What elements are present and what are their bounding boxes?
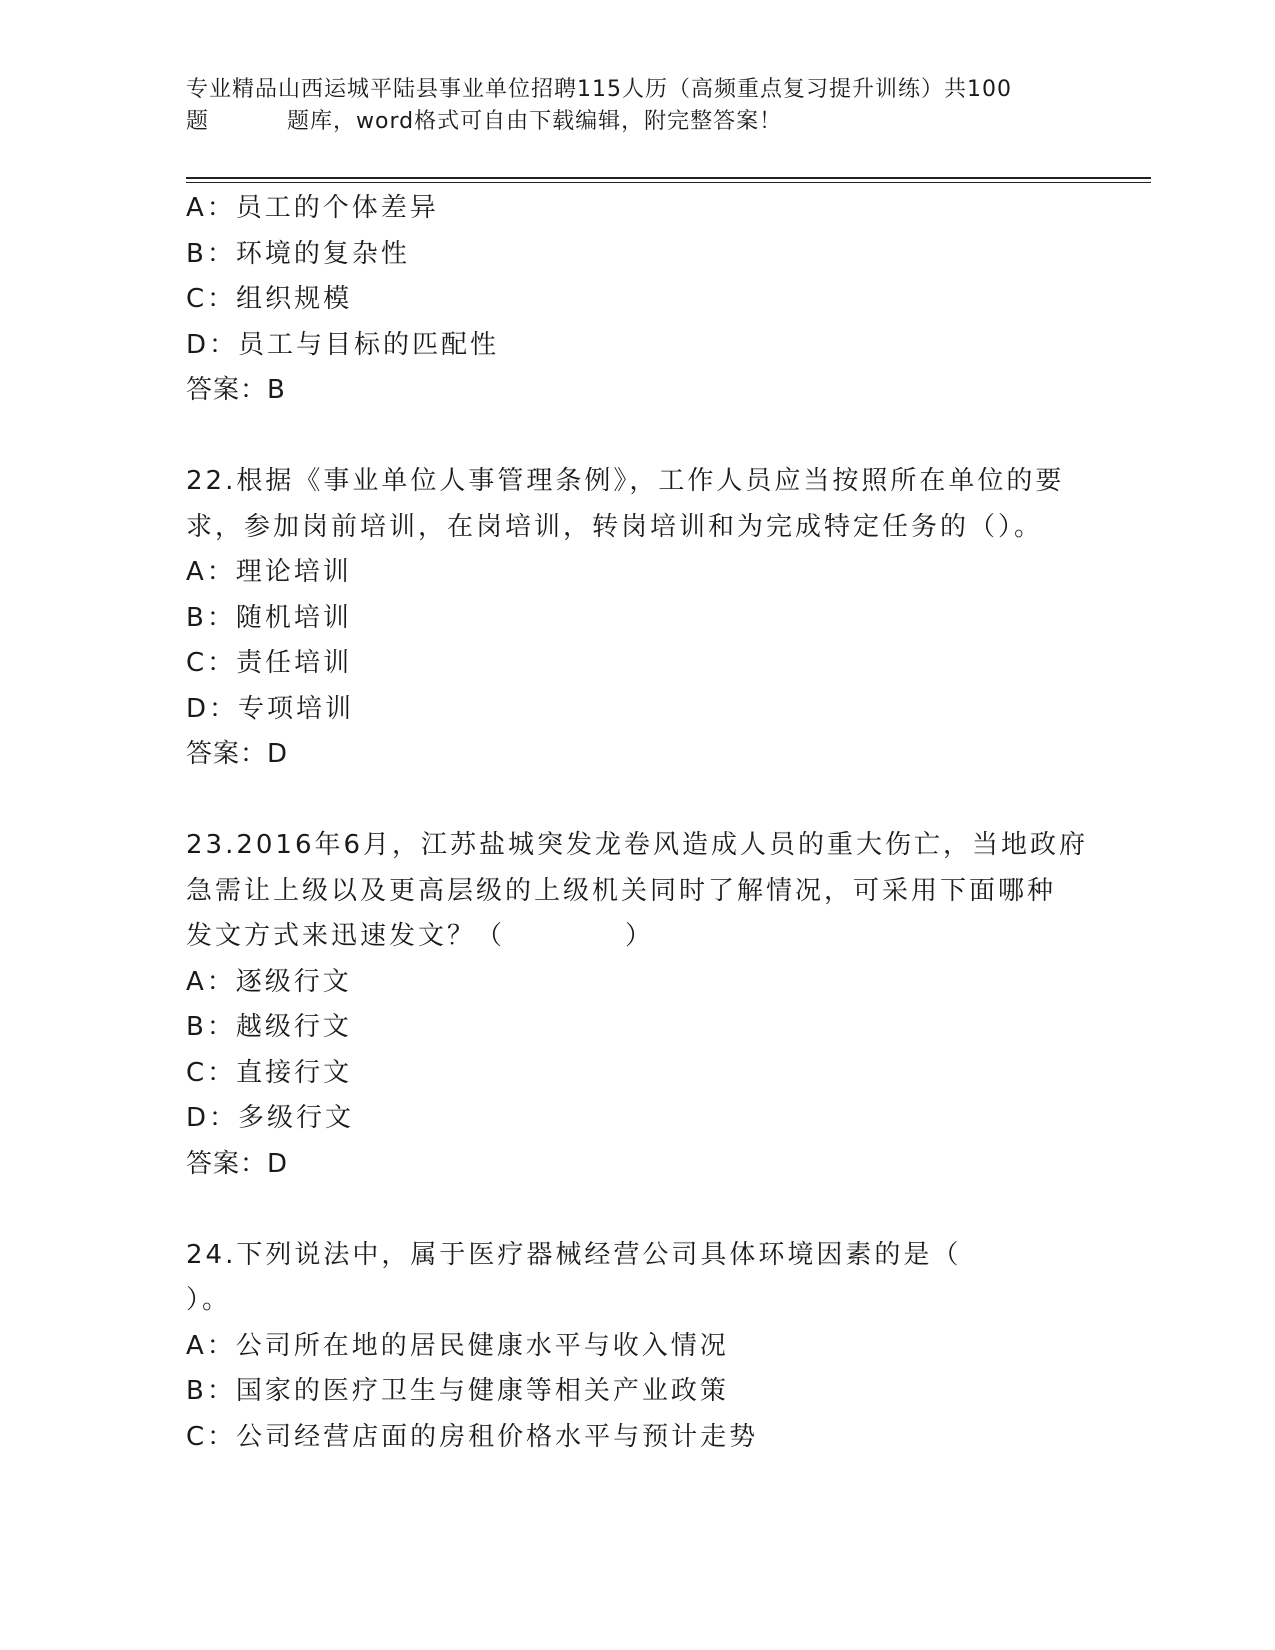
header-title-line-2	[186, 106, 1086, 138]
option-a: A：理论培训	[186, 557, 352, 587]
option-d: D：专项培训	[186, 693, 355, 724]
question-24	[186, 1233, 1086, 1461]
question-stem-line	[186, 914, 1086, 960]
answer-line: 答案：D	[186, 1148, 289, 1179]
option-a: A：逐级行文	[186, 966, 352, 997]
question-stem-line: 求，参加岗前培训，在岗培训，转岗培训和为完成特定任务的（）。	[186, 511, 1044, 542]
question-stem-line: ）。	[186, 1285, 232, 1315]
option-c: C：责任培训	[186, 648, 353, 678]
header-divider-thin	[186, 182, 1151, 183]
option-d: D：多级行文	[186, 1103, 355, 1133]
question-stem-text: 发文方式来迅速发文？（	[186, 921, 506, 951]
header-title-line-2-start: 题	[186, 109, 210, 134]
option-c: C：公司经营店面的房租价格水平与预计走势	[186, 1421, 759, 1452]
option-a: A：公司所在地的居民健康水平与收入情况	[186, 1330, 729, 1361]
option-b: B：国家的医疗卫生与健康等相关产业政策	[186, 1376, 729, 1406]
option-b: B：越级行文	[186, 1012, 352, 1042]
answer-line: 答案：D	[186, 739, 289, 769]
option-d: D：员工与目标的匹配性	[186, 329, 500, 360]
question-stem-line: 急需让上级以及更高层级的上级机关同时了解情况，可采用下面哪种	[186, 875, 1057, 906]
question-21	[186, 186, 1086, 414]
question-stem-close-paren: ）	[625, 921, 655, 951]
option-b: B：随机培训	[186, 602, 352, 633]
header-title-line-2-end: 题库，word格式可自由下载编辑，附完整答案！	[287, 109, 783, 134]
document-header	[186, 74, 1086, 138]
question-stem-line: 22.根据《事业单位人事管理条例》，工作人员应当按照所在单位的要	[186, 466, 1065, 496]
question-stem-line: 23.2016年6月，江苏盐城突发龙卷风造成人员的重大伤亡，当地政府	[186, 830, 1089, 860]
option-b: B：环境的复杂性	[186, 238, 410, 269]
header-divider-thick	[186, 177, 1151, 179]
question-stem-line: 24.下列说法中，属于医疗器械经营公司具体环境因素的是（	[186, 1239, 962, 1270]
option-c: C：组织规模	[186, 284, 353, 314]
question-list	[186, 186, 1089, 1460]
option-a: A：员工的个体差异	[186, 193, 439, 223]
answer-line: 答案：B	[186, 375, 286, 405]
header-title-line-1: 专业精品山西运城平陆县事业单位招聘115人历（高频重点复习提升训练）共100	[186, 77, 1012, 102]
question-23	[186, 823, 1089, 1187]
question-22	[186, 459, 1086, 778]
option-c: C：直接行文	[186, 1057, 353, 1088]
